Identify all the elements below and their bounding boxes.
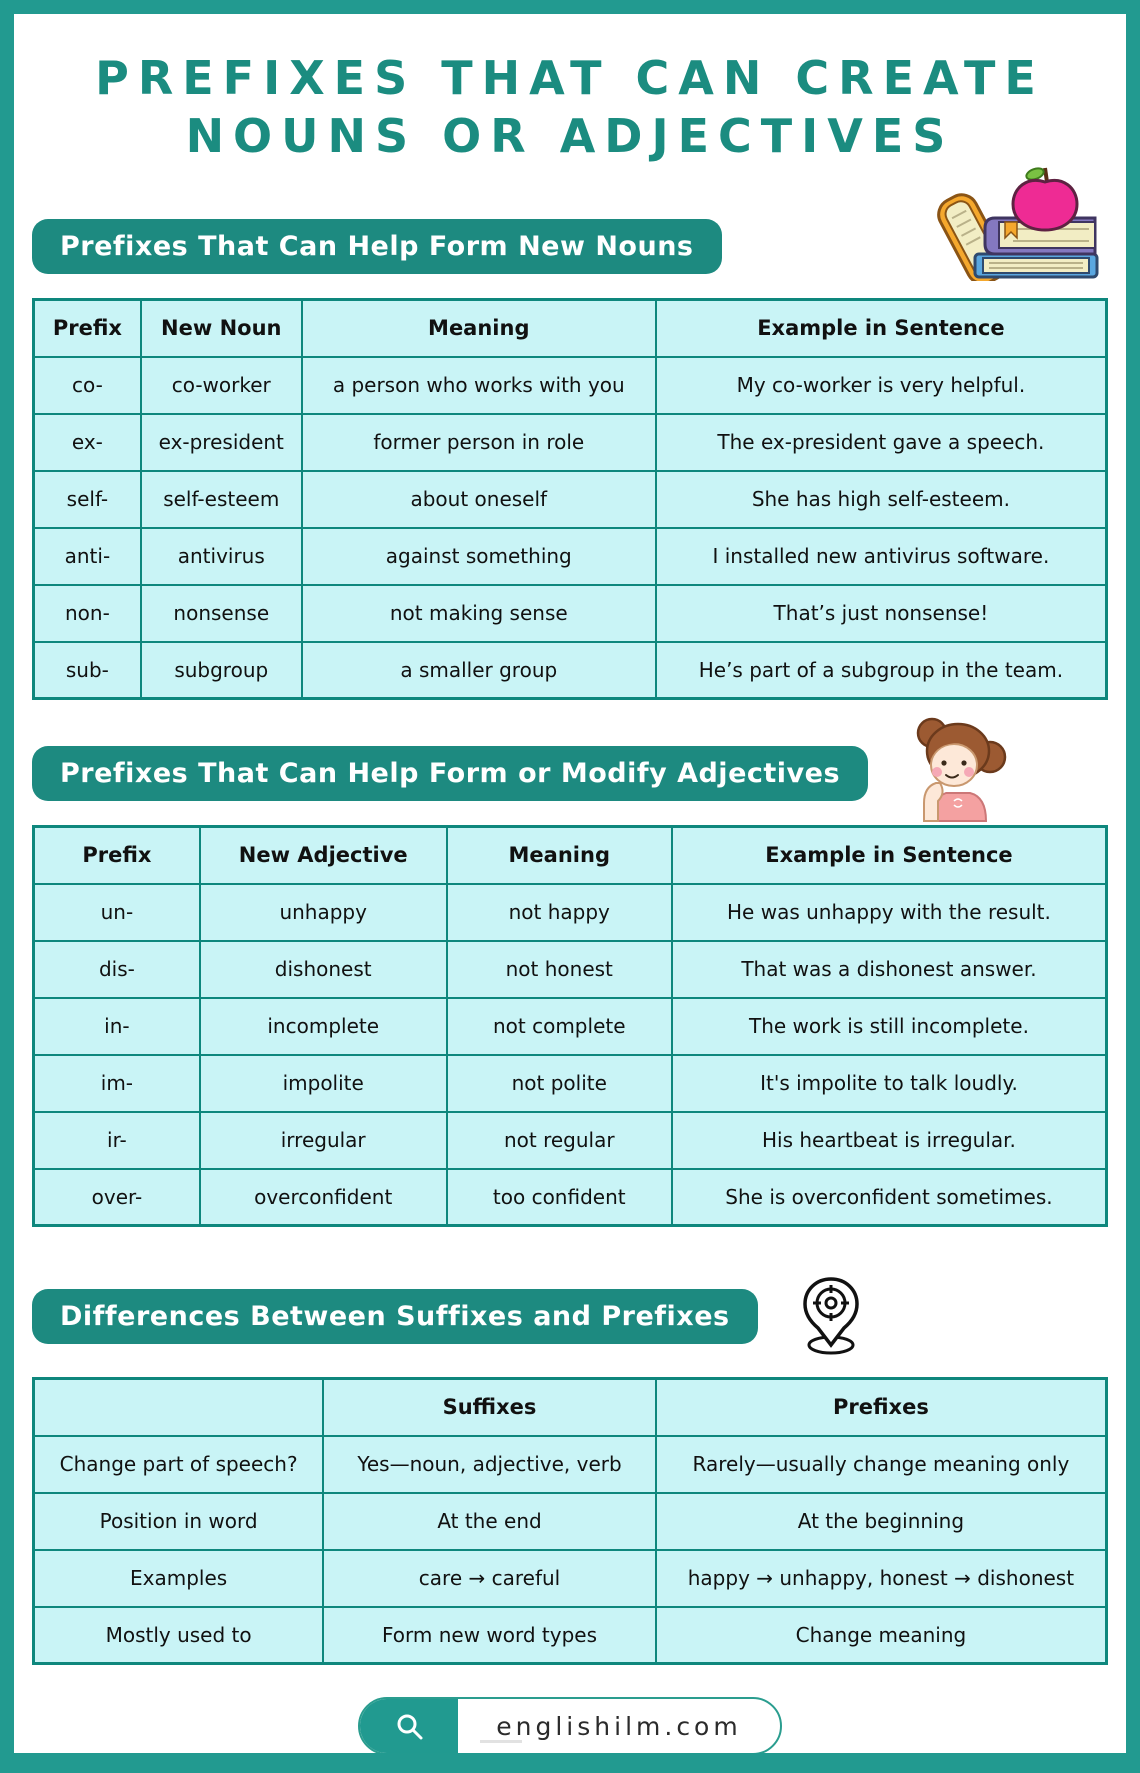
- table-cell: im-: [34, 1055, 200, 1112]
- page-title: [32, 50, 1108, 165]
- table-row: [34, 1550, 1107, 1607]
- table-cell: irregular: [200, 1112, 447, 1169]
- table-cell: The work is still incomplete.: [672, 998, 1107, 1055]
- table-cell: not regular: [447, 1112, 672, 1169]
- column-header: Example in Sentence: [672, 827, 1107, 884]
- table-header-row: [34, 300, 1107, 357]
- table-cell: against something: [302, 528, 656, 585]
- table-row: [34, 471, 1107, 528]
- table-cell: He’s part of a subgroup in the team.: [656, 642, 1107, 699]
- table-cell: That was a dishonest answer.: [672, 941, 1107, 998]
- table-header-row: [34, 827, 1107, 884]
- table-header-row: [34, 1379, 1107, 1436]
- page-title-line2: NOUNS OR ADJECTIVES: [185, 108, 955, 163]
- table-cell: in-: [34, 998, 200, 1055]
- table-cell: Change meaning: [656, 1607, 1107, 1664]
- table-row: [34, 941, 1107, 998]
- table-cell: sub-: [34, 642, 141, 699]
- table-cell: unhappy: [200, 884, 447, 941]
- nouns-table: [32, 298, 1108, 700]
- table-cell: too confident: [447, 1169, 672, 1226]
- table-cell: not complete: [447, 998, 672, 1055]
- column-header: Meaning: [447, 827, 672, 884]
- table-cell: His heartbeat is irregular.: [672, 1112, 1107, 1169]
- table-cell: impolite: [200, 1055, 447, 1112]
- table-row: [34, 1169, 1107, 1226]
- differences-table: [32, 1377, 1108, 1665]
- table-cell: I installed new antivirus software.: [656, 528, 1107, 585]
- column-header: Prefix: [34, 827, 200, 884]
- table-cell: co-worker: [141, 357, 302, 414]
- table-row: [34, 528, 1107, 585]
- table-row: [34, 642, 1107, 699]
- column-header: New Adjective: [200, 827, 447, 884]
- table-cell: ex-: [34, 414, 141, 471]
- table-cell: ir-: [34, 1112, 200, 1169]
- table-cell: self-esteem: [141, 471, 302, 528]
- table-row: [34, 1436, 1107, 1493]
- table-cell: The ex-president gave a speech.: [656, 414, 1107, 471]
- table-cell: Position in word: [34, 1493, 324, 1550]
- table-cell: That’s just nonsense!: [656, 585, 1107, 642]
- table-cell: former person in role: [302, 414, 656, 471]
- table-cell: not polite: [447, 1055, 672, 1112]
- table-cell: She has high self-esteem.: [656, 471, 1107, 528]
- column-header: Suffixes: [323, 1379, 656, 1436]
- poster-page: [14, 14, 1126, 1753]
- section-nouns-header-row: [32, 219, 1108, 274]
- table-cell: She is overconfident sometimes.: [672, 1169, 1107, 1226]
- table-cell: self-: [34, 471, 141, 528]
- table-cell: dishonest: [200, 941, 447, 998]
- table-row: [34, 1607, 1107, 1664]
- column-header: Prefixes: [656, 1379, 1107, 1436]
- table-cell: antivirus: [141, 528, 302, 585]
- table-row: [34, 357, 1107, 414]
- table-cell: anti-: [34, 528, 141, 585]
- table-cell: un-: [34, 884, 200, 941]
- table-cell: He was unhappy with the result.: [672, 884, 1107, 941]
- table-cell: overconfident: [200, 1169, 447, 1226]
- table-cell: over-: [34, 1169, 200, 1226]
- column-header: Example in Sentence: [656, 300, 1107, 357]
- table-cell: Change part of speech?: [34, 1436, 324, 1493]
- column-header: Meaning: [302, 300, 656, 357]
- table-cell: Form new word types: [323, 1607, 656, 1664]
- table-cell: a smaller group: [302, 642, 656, 699]
- footer-search-pill: [358, 1697, 782, 1753]
- table-cell: Rarely—usually change meaning only: [656, 1436, 1107, 1493]
- location-pin-target-icon: [800, 1275, 862, 1357]
- table-cell: My co-worker is very helpful.: [656, 357, 1107, 414]
- table-cell: incomplete: [200, 998, 447, 1055]
- column-header: Prefix: [34, 300, 141, 357]
- table-row: [34, 585, 1107, 642]
- table-cell: not honest: [447, 941, 672, 998]
- table-cell: Yes—noun, adjective, verb: [323, 1436, 656, 1493]
- table-cell: not happy: [447, 884, 672, 941]
- table-cell: dis-: [34, 941, 200, 998]
- table-cell: care → careful: [323, 1550, 656, 1607]
- search-icon: [394, 1711, 424, 1741]
- section-differences-header-row: [32, 1275, 1108, 1357]
- adjectives-table: [32, 825, 1108, 1227]
- footer-search-box: [360, 1699, 458, 1753]
- section-nouns-heading: Prefixes That Can Help Form New Nouns: [32, 219, 722, 274]
- table-cell: not making sense: [302, 585, 656, 642]
- footer-site-text: [458, 1699, 780, 1753]
- footer-underline: [480, 1740, 522, 1743]
- table-cell: Mostly used to: [34, 1607, 324, 1664]
- table-cell: It's impolite to talk loudly.: [672, 1055, 1107, 1112]
- table-row: [34, 414, 1107, 471]
- table-cell: about oneself: [302, 471, 656, 528]
- section-adjectives-header-row: [32, 746, 1108, 801]
- table-cell: At the end: [323, 1493, 656, 1550]
- table-cell: happy → unhappy, honest → dishonest: [656, 1550, 1107, 1607]
- table-row: [34, 998, 1107, 1055]
- table-cell: subgroup: [141, 642, 302, 699]
- table-cell: co-: [34, 357, 141, 414]
- column-header: New Noun: [141, 300, 302, 357]
- footer-site-name: englishilm.com: [496, 1711, 742, 1741]
- table-cell: nonsense: [141, 585, 302, 642]
- table-cell: Examples: [34, 1550, 324, 1607]
- table-cell: a person who works with you: [302, 357, 656, 414]
- column-header: [34, 1379, 324, 1436]
- table-cell: ex-president: [141, 414, 302, 471]
- table-row: [34, 1055, 1107, 1112]
- table-cell: At the beginning: [656, 1493, 1107, 1550]
- table-row: [34, 1112, 1107, 1169]
- page-title-line1: PREFIXES THAT CAN CREATE: [95, 51, 1045, 105]
- table-row: [34, 1493, 1107, 1550]
- table-cell: non-: [34, 585, 141, 642]
- table-row: [34, 884, 1107, 941]
- section-adjectives-heading: Prefixes That Can Help Form or Modify Adjectives: [32, 746, 868, 801]
- girl-thinking-illustration: [906, 715, 1010, 823]
- section-differences-heading: Differences Between Suffixes and Prefixes: [32, 1289, 758, 1344]
